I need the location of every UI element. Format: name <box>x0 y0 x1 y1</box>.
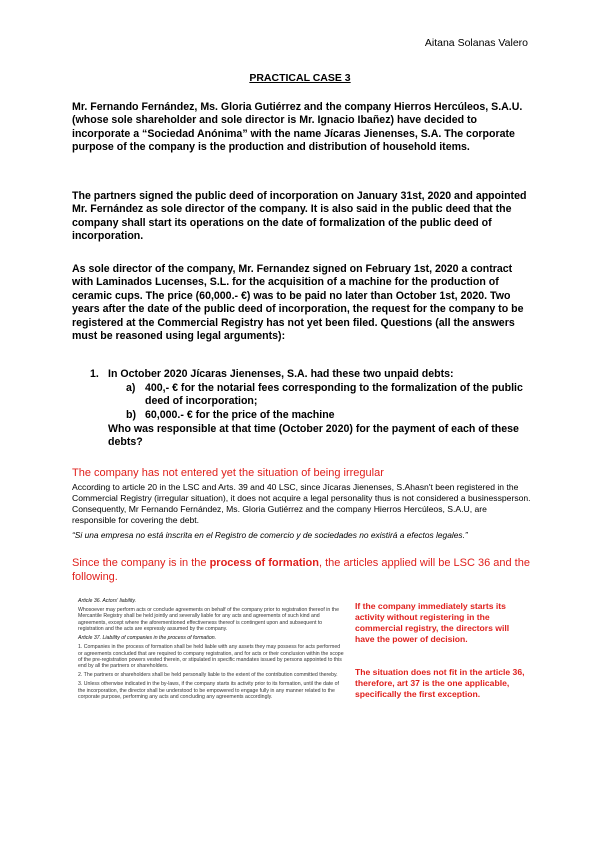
answer-body: According to article 20 in the LSC and Arts. 39 and 40 LSC, since Jícaras Jienenses, S.Ahasn't been registered in the Commercial Registry (irregular situation), it does not acquire a legal personality thus is not considered a businessperson. Consequently, Mr Fernando Fernández, Ms. Gloria Gutiérrez and the company Hierros Hercúleos, S.A.U, are responsible for covering the debt. <box>72 482 531 525</box>
question-text: In October 2020 Jícaras Jienenses, S.A. had these two unpaid debts: <box>108 368 454 380</box>
sidenote-directors: If the company immediately starts its activity without registering in the commercial registry, the directors will have the power of decision. <box>355 601 510 644</box>
formation-statement <box>72 556 534 584</box>
answer-quote: “Si una empresa no está inscrita en el Registro de comercio y de sociedades no existirá a efectos legales.” <box>72 530 468 540</box>
formation-after: , the articles applied will be LSC 36 and the following. <box>72 557 530 583</box>
article-37-paragraph-3: 3. Unless otherwise indicated in the by-laws, if the company starts its activity prior to its formation, until the date of the incorporation, the director shall be understood to be empowered to engage fully in any manner related to the corporate purpose, performing any acts and concluding any agreements accordingly. <box>78 681 339 701</box>
item-a-text: 400,- € for the notarial fees corresponding to the formalization of the public deed of incorporation; <box>145 382 523 408</box>
formation-bold: process of formation <box>209 557 319 569</box>
article-37-paragraph-1: 1. Companies in the process of formation shall be held liable with any assets they may possess for acts performed or agreements concluded that are required to company registration, and for acts or their conclusion within the scope of the pre-registration powers vested therein, or stipulated in specific mandates issued by persons appointed to this end by all the partners or shareholders. <box>78 644 344 670</box>
paragraph-parties: Mr. Fernando Fernández, Ms. Gloria Gutiérrez and the company Hierros Hercúleos, S.A.U. (whose sole shareholder and sole director is Mr. Ignacio Ibañez) have decided to incorporate a “Sociedad Anónima” with the name Jícaras Jienenses, S.A. The corporate purpose of the company is the production and distribution of household items. <box>72 101 523 154</box>
item-b-text: 60,000.- € for the price of the machine <box>145 409 335 421</box>
law-excerpt-image <box>78 598 346 728</box>
paragraph-deed: The partners signed the public deed of incorporation on January 31st, 2020 and appointed Mr. Fernández as sole director of the company. It is also said in the public deed that the company shall start its operations on the date of formalization of the public deed of incorporation. <box>72 190 527 243</box>
sidenote-article: The situation does not fit in the article 36, therefore, art 37 is the one applicable, specifically the first exception. <box>355 667 525 699</box>
article-37-paragraph-2: 2. The partners or shareholders shall be held personally liable to the extent of the contribution committed thereby. <box>78 672 338 679</box>
question-follow-up: Who was responsible at that time (October 2020) for the payment of each of these debts? <box>108 423 519 449</box>
article-37-heading: Article 37. Liability of companies in the process of formation. <box>78 635 217 642</box>
paragraph-contract: As sole director of the company, Mr. Fernandez signed on February 1st, 2020 a contract with Laminados Lucenses, S.L. for the acquisition of a machine for the production of ceramic cups. The price (60,000.- €) was to be paid no later than October 1st, 2020. Two years after the date of the public deed of incorporation, the request for the company to be registered at the Commercial Registry has not yet been filed. Questions (all the answers must be reasoned using legal arguments): <box>72 263 524 343</box>
question-number: 1. <box>90 368 99 380</box>
item-b-label: b) <box>126 409 136 421</box>
article-36-text: Whosoever may perform acts or conclude agreements on behalf of the company prior to registration thereof in the Mercantile Registry shall be held jointly and severally liable for any acts and agreements of such kind and agreements, except where the aforementioned effectiveness thereof is contingent upon and subsequent to registration and the acts are expressly assumed by the company. <box>78 607 339 633</box>
item-a-label: a) <box>126 382 136 394</box>
formation-before: Since the company is in the <box>72 557 210 569</box>
document-title: PRACTICAL CASE 3 <box>249 72 351 84</box>
answer-heading: The company has not entered yet the situation of being irregular <box>72 467 384 479</box>
author-name: Aitana Solanas Valero <box>424 37 528 49</box>
article-36-heading: Article 36. Actors' liability. <box>78 598 137 604</box>
